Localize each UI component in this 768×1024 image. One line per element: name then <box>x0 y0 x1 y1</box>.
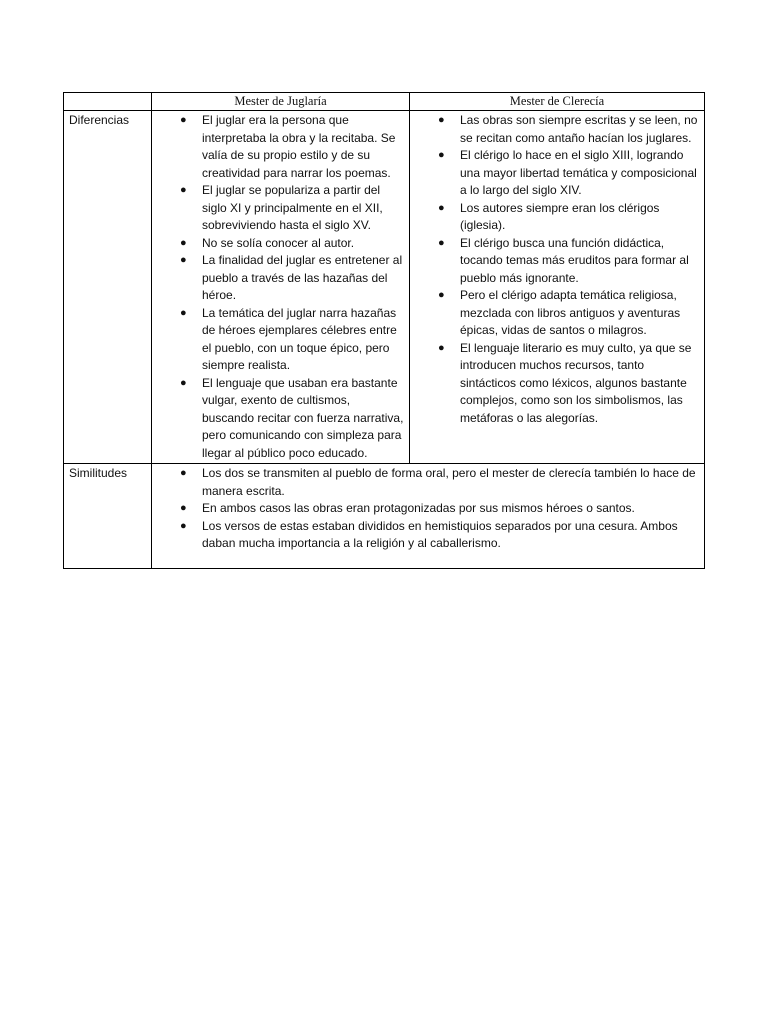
list-item-text: La temática del juglar narra hazañas de héroes ejemplares célebres entre el pueblo, con un toque épico, pero siempre realista. <box>202 305 397 372</box>
list-item <box>152 500 700 518</box>
list-item-text: Pero el clérigo adapta temática religiosa, mezclada con libros antiguos y aventuras épicas, vidas de santos o milagros. <box>460 288 681 337</box>
similitudes-label: Similitudes <box>64 464 152 569</box>
bullet-icon: ● <box>438 201 445 214</box>
similitudes-cell <box>152 464 705 569</box>
bullet-icon: ● <box>180 502 187 514</box>
list-item-text: Los autores siempre eran los clérigos (iglesia). <box>460 200 660 232</box>
bullet-icon: ● <box>438 149 445 161</box>
list-item <box>152 518 700 553</box>
list-item-text: Los versos de estas estaban divididos en hemistiquios separados por una cesura. Ambos daban mucha importancia a la religión y al caballerismo. <box>202 518 678 550</box>
similitudes-row <box>64 464 705 569</box>
list-item <box>152 235 405 253</box>
list-item-text: En ambos casos las obras eran protagonizadas por sus mismos héroes o santos. <box>202 501 635 515</box>
header-empty <box>64 93 152 111</box>
list-item <box>152 375 405 463</box>
bullet-icon: ● <box>180 114 187 126</box>
bullet-icon: ● <box>180 306 187 319</box>
list-item <box>152 305 405 375</box>
header-clerecia: Mester de Clerecía <box>410 93 705 111</box>
bullet-icon: ● <box>438 289 445 301</box>
list-item <box>152 182 405 235</box>
list-item-text: El lenguaje literario es muy culto, ya que se introducen muchos recursos, tanto sintácticos como léxicos, algunos bastante complejos, como son los simbolismos, las metáforas o las alegorías. <box>460 340 692 425</box>
juglaria-list <box>152 111 409 463</box>
bullet-icon: ● <box>438 236 445 249</box>
list-item-text: El clérigo busca una función didáctica, tocando temas más eruditos para formar al pueblo más ignorante. <box>460 235 689 285</box>
bullet-icon: ● <box>180 519 187 532</box>
list-item <box>410 287 700 340</box>
list-item <box>152 465 700 500</box>
list-item-text: La finalidad del juglar es entretener al pueblo a través de las hazañas del héroe. <box>202 253 403 302</box>
list-item <box>152 252 405 305</box>
list-item <box>410 235 700 288</box>
header-juglaria: Mester de Juglaría <box>152 93 410 111</box>
list-item-text: El juglar era la persona que interpretaba la obra y la recitaba. Se valía de su propio estilo y de su creatividad para narrar los poemas. <box>202 113 396 180</box>
comparison-table <box>63 92 705 569</box>
bullet-icon: ● <box>180 254 187 266</box>
bullet-icon: ● <box>180 467 187 479</box>
bullet-icon: ● <box>180 184 187 196</box>
header-row <box>64 93 705 111</box>
clerecia-list <box>410 111 704 428</box>
juglaria-cell <box>152 111 410 464</box>
bullet-icon: ● <box>180 376 187 389</box>
list-item <box>152 112 405 182</box>
list-item-text: No se solía conocer al autor. <box>202 235 355 250</box>
clerecia-cell <box>410 111 705 464</box>
list-item-text: Las obras son siempre escritas y se leen, no se recitan como antaño hacían los juglares. <box>460 113 698 145</box>
bullet-icon: ● <box>438 341 445 354</box>
list-item-text: El lenguaje que usaban era bastante vulgar, exento de cultismos, buscando recitar con fuerza narrativa, pero comunicando con simpleza para llegar al público poco educado. <box>202 375 404 460</box>
list-item <box>410 147 700 200</box>
diferencias-label: Diferencias <box>64 111 152 464</box>
bullet-icon: ● <box>438 114 445 126</box>
list-item-text: El juglar se populariza a partir del siglo XI y principalmente en el XII, sobreviviendo hasta el siglo XV. <box>202 183 383 232</box>
bullet-icon: ● <box>180 236 187 249</box>
list-item-text: El clérigo lo hace en el siglo XIII, logrando una mayor libertad temática y composicional a lo largo del siglo XIV. <box>460 148 697 197</box>
list-item-text: Los dos se transmiten al pueblo de forma oral, pero el mester de clerecía también lo hace de manera escrita. <box>202 466 696 498</box>
diferencias-row <box>64 111 705 464</box>
list-item <box>410 340 700 428</box>
list-item <box>410 112 700 147</box>
list-item <box>410 200 700 235</box>
similitudes-list <box>152 464 704 554</box>
